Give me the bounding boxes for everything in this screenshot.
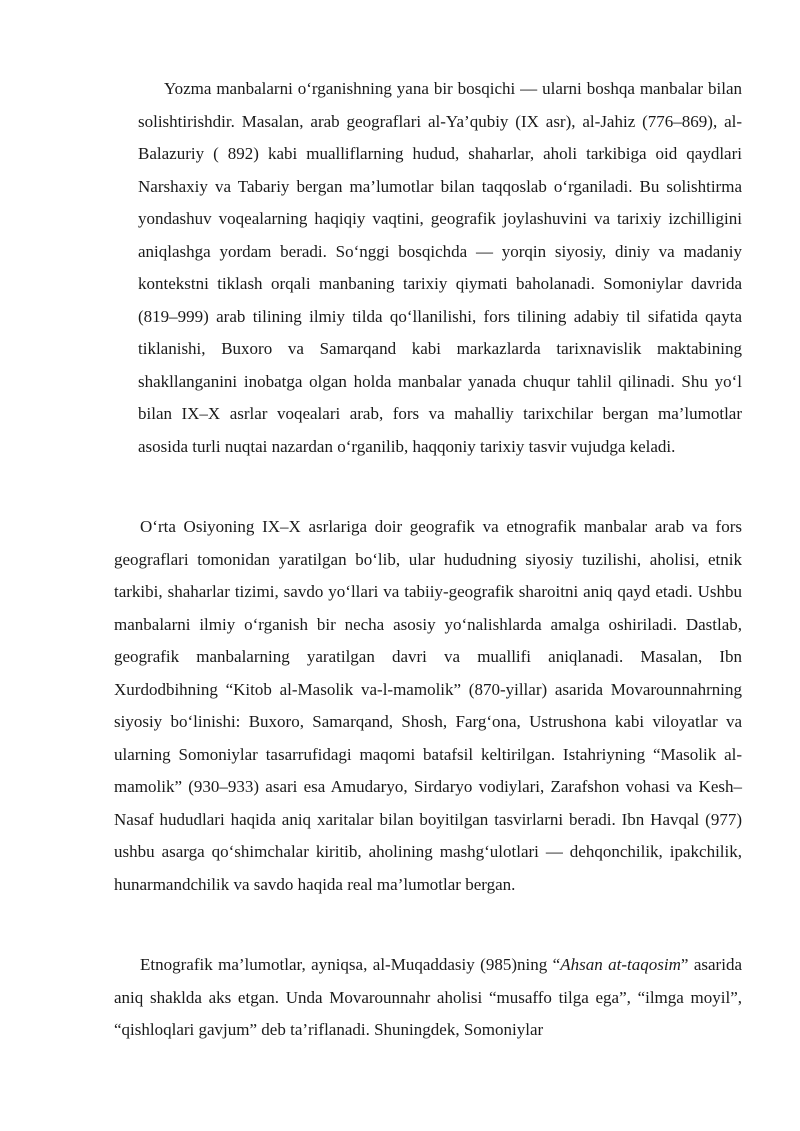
book-title-italic: Ahsan at-taqosim	[560, 955, 681, 974]
paragraph-text-after: ” asarida aniq shaklda aks etgan. Unda Movarounnahr aholisi “musaffo tilga ega”, “ilmga moyil”, “qishloqlari gavjum” deb ta’riflanadi. Shuningdek, Somoniylar	[114, 955, 742, 1039]
paragraph-geographic-sources: O‘rta Osiyoning IX–X asrlariga doir geografik va etnografik manbalar arab va fors geograflari tomonidan yaratilgan bo‘lib, ular hududning siyosiy tuzilishi, aholisi, etnik tarkibi, shaharlar tizimi, savdo yo‘llari va tabiiy-geografik sharoitni aniq qayd etadi. Ushbu manbalarni ilmiy o‘rganish bir necha asosiy yo‘nalishlarda amalga oshiriladi. Dastlab, geografik manbalarning yaratilgan davri va muallifi aniqlanadi. Masalan, Ibn Xurdodbihning “Kitob al-Masolik va-l-mamolik” (870-yillar) asarida Movarounnahrning siyosiy bo‘linishi: Buxoro, Samarqand, Shosh, Farg‘ona, Ustrushona kabi viloyatlar va ularning Somoniylar tasarrufidagi maqomi batafsil keltirilgan. Istahriyning “Masolik al-mamolik” (930–933) asari esa Amudaryo, Sirdaryo vodiylari, Zarafshon vohasi va Kesh–Nasaf hududlari haqida aniq xaritalar bilan boyitilgan tasvirlarni beradi. Ibn Havqal (977) ushbu asarga qo‘shimchalar kiritib, aholining mashg‘ulotlari — dehqonchilik, ipakchilik, hunarmandchilik va savdo haqida real ma’lumotlar bergan.	[114, 517, 742, 894]
paragraph-source-comparison: Yozma manbalarni o‘rganishning yana bir bosqichi — ularni boshqa manbalar bilan solishtirishdir. Masalan, arab geograflari al-Ya’qubiy (IX asr), al-Jahiz (776–869), al-Balazuriy ( 892) kabi mualliflarning hudud, shaharlar, aholi tarkibiga oid qaydlari Narshaxiy va Tabariy bergan ma’lumotlar bilan taqqoslab o‘rganiladi. Bu solishtirma yondashuv voqealarning haqiqiy vaqtini, geografik joylashuvini va tarixiy izchilligini aniqlashga yordam beradi. So‘nggi bosqichda — yorqin siyosiy, diniy va madaniy kontekstni tiklash orqali manbaning tarixiy qiymati baholanadi. Somoniylar davrida (819–999) arab tilining ilmiy tilda qo‘llanilishi, fors tilining adabiy til sifatida qayta tiklanishi, Buxoro va Samarqand kabi markazlarda tarixnavislik maktabining shakllanganini inobatga olgan holda manbalar yanada chuqur tahlil qilinadi. Shu yo‘l bilan IX–X asrlar voqealari arab, fors va mahalliy tarixchilar bergan ma’lumotlar asosida turli nuqtai nazardan o‘rganilib, haqqoniy tarixiy tasvir vujudga keladi.	[138, 79, 742, 456]
paragraph-text-before: Etnografik ma’lumotlar, ayniqsa, al-Muqaddasiy (985)ning “	[140, 955, 561, 974]
paragraph-ethnographic-data	[114, 949, 742, 1047]
